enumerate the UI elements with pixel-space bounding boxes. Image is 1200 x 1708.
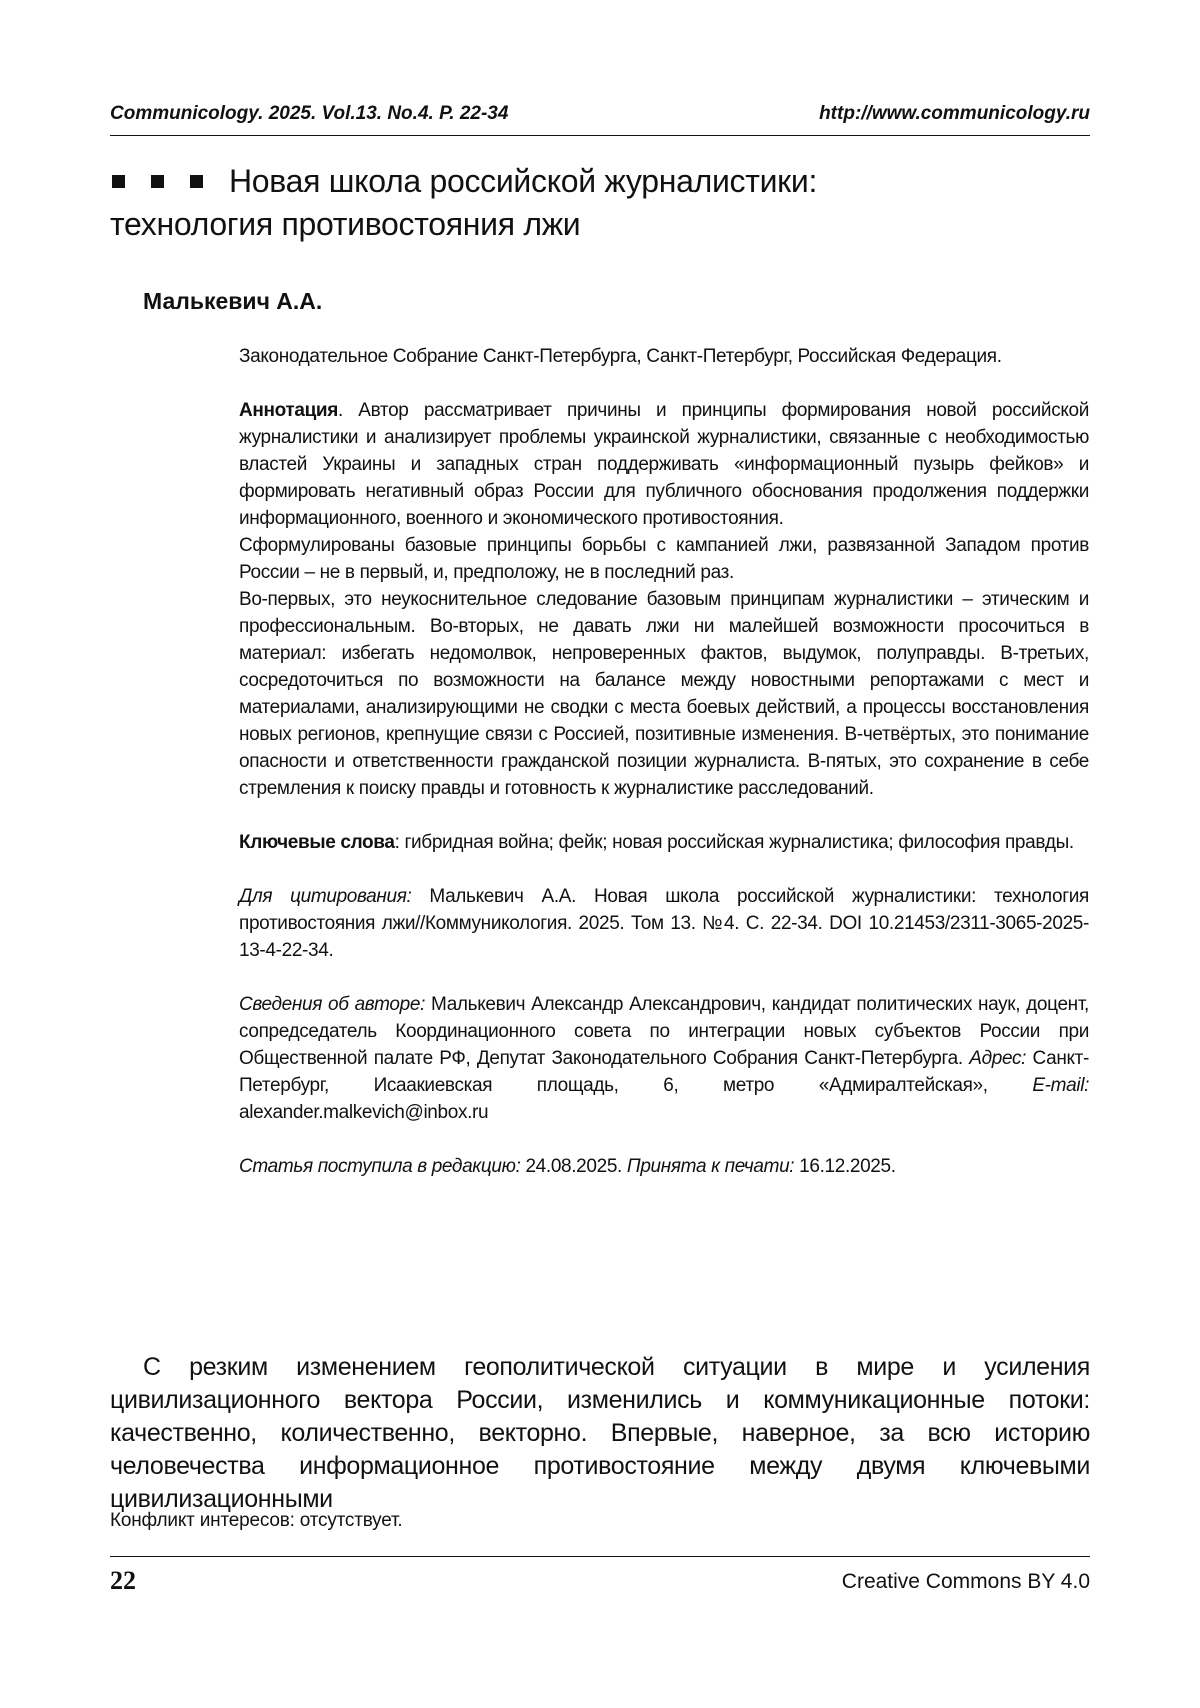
license: Creative Commons BY 4.0: [841, 1570, 1090, 1593]
author-info: Сведения об авторе: Малькевич Александр Александрович, кандидат политических наук, доцент, сопредседатель Координационного совета по интеграции новых субъектов России при Общественной палате РФ, Депутат Законодательного Собрания Санкт-Петербурга. Адрес: Санкт-Петербург, Исаакиевская площадь, 6, метро «Адмиралтейская», E-mail: alexander.malkevich@inbox.ru: [239, 994, 1089, 1123]
author-name: Малькевич А.А.: [143, 288, 323, 314]
running-head: [110, 103, 1090, 125]
journal-url[interactable]: http://www.communicology.ru: [819, 103, 1090, 124]
conflict-of-interest: Конфликт интересов: отсутствует.: [110, 1510, 403, 1531]
annotation-paragraph-2: Сформулированы базовые принципы борьбы с кампанией лжи, развязанной Западом против России – не в первый, и, предположу, не в последний раз.: [239, 535, 1089, 583]
article-title: [110, 160, 1100, 246]
accepted-label: Принята к печати:: [626, 1156, 795, 1177]
annotation-label: Аннотация: [239, 400, 338, 421]
header-rule: [110, 135, 1090, 136]
email-label: E-mail:: [1032, 1075, 1089, 1096]
annotation-paragraph-1: Аннотация. Автор рассматривает причины и принципы формирования новой российской журналистики и анализирует проблемы украинской журналистики, связанные с необходимостью властей Украины и западных стран поддерживать «информационный пузырь фейков» и формировать негативный образ России для публичного обоснования продолжения поддержки информационного, военного и экономического противостояния.: [239, 400, 1089, 529]
title-line-1: Новая школа российской журналистики:: [229, 163, 818, 199]
citation-label: Для цитирования:: [239, 886, 412, 907]
square-bullet-icon: [151, 175, 164, 188]
article-dates: [239, 1153, 1089, 1180]
body-paragraph: С резким изменением геополитической ситуации в мире и усиления цивилизационного вектора России, изменились и коммуникационные потоки: качественно, количественно, векторно. Впервые, наверное, за всю историю человечества информационное противостояние между двумя ключевыми цивилизационными: [110, 1353, 1090, 1513]
page-number: 22: [110, 1566, 136, 1595]
accepted-date: 16.12.2025.: [794, 1156, 896, 1177]
received-date: 24.08.2025.: [520, 1156, 627, 1177]
affiliation: Законодательное Собрание Санкт-Петербурга, Санкт-Петербург, Российская Федерация.: [239, 346, 1002, 367]
title-line-2: технология противостояния лжи: [110, 206, 581, 242]
body-text: [110, 1351, 1090, 1516]
address-label: Адрес:: [969, 1048, 1027, 1069]
keywords: Ключевые слова: гибридная война; фейк; новая российская журналистика; философия правды.: [239, 832, 1074, 853]
square-bullet-icon: [190, 175, 203, 188]
email-link[interactable]: alexander.malkevich@inbox.ru: [239, 1102, 489, 1123]
annotation-paragraph-3: Во-первых, это неукоснительное следование базовым принципам журналистики – этическим и профессиональным. Во-вторых, не давать лжи ни малейшей возможности просочиться в материал: избегать недомолвок, непроверенных фактов, выдумок, полуправды. В-третьих, сосредоточиться по возможности на балансе между новостными репортажами с мест и материалами, анализирующими не сводки с места боевых действий, а процессы восстановления новых регионов, крепнущие связи с Россией, позитивные изменения. В-четвёртых, это понимание опасности и ответственности гражданской позиции журналиста. В-пятых, это сохранение в себе стремления к поиску правды и готовность к журналистике расследований.: [239, 589, 1089, 799]
abstract-block: [239, 343, 1089, 1180]
citation: Для цитирования: Малькевич А.А. Новая школа российской журналистики: технология противостояния лжи//Коммуникология. 2025. Том 13. №4. С. 22-34. DOI 10.21453/2311-3065-2025-13-4-22-34.: [239, 886, 1089, 961]
received-label: Статья поступила в редакцию:: [239, 1156, 521, 1177]
keywords-label: Ключевые слова: [239, 832, 395, 853]
footer-rule: [110, 1556, 1090, 1557]
journal-reference: Communicology. 2025. Vol.13. No.4. P. 22-34: [110, 103, 509, 124]
author-info-label: Сведения об авторе:: [239, 994, 425, 1015]
square-bullet-icon: [112, 175, 125, 188]
